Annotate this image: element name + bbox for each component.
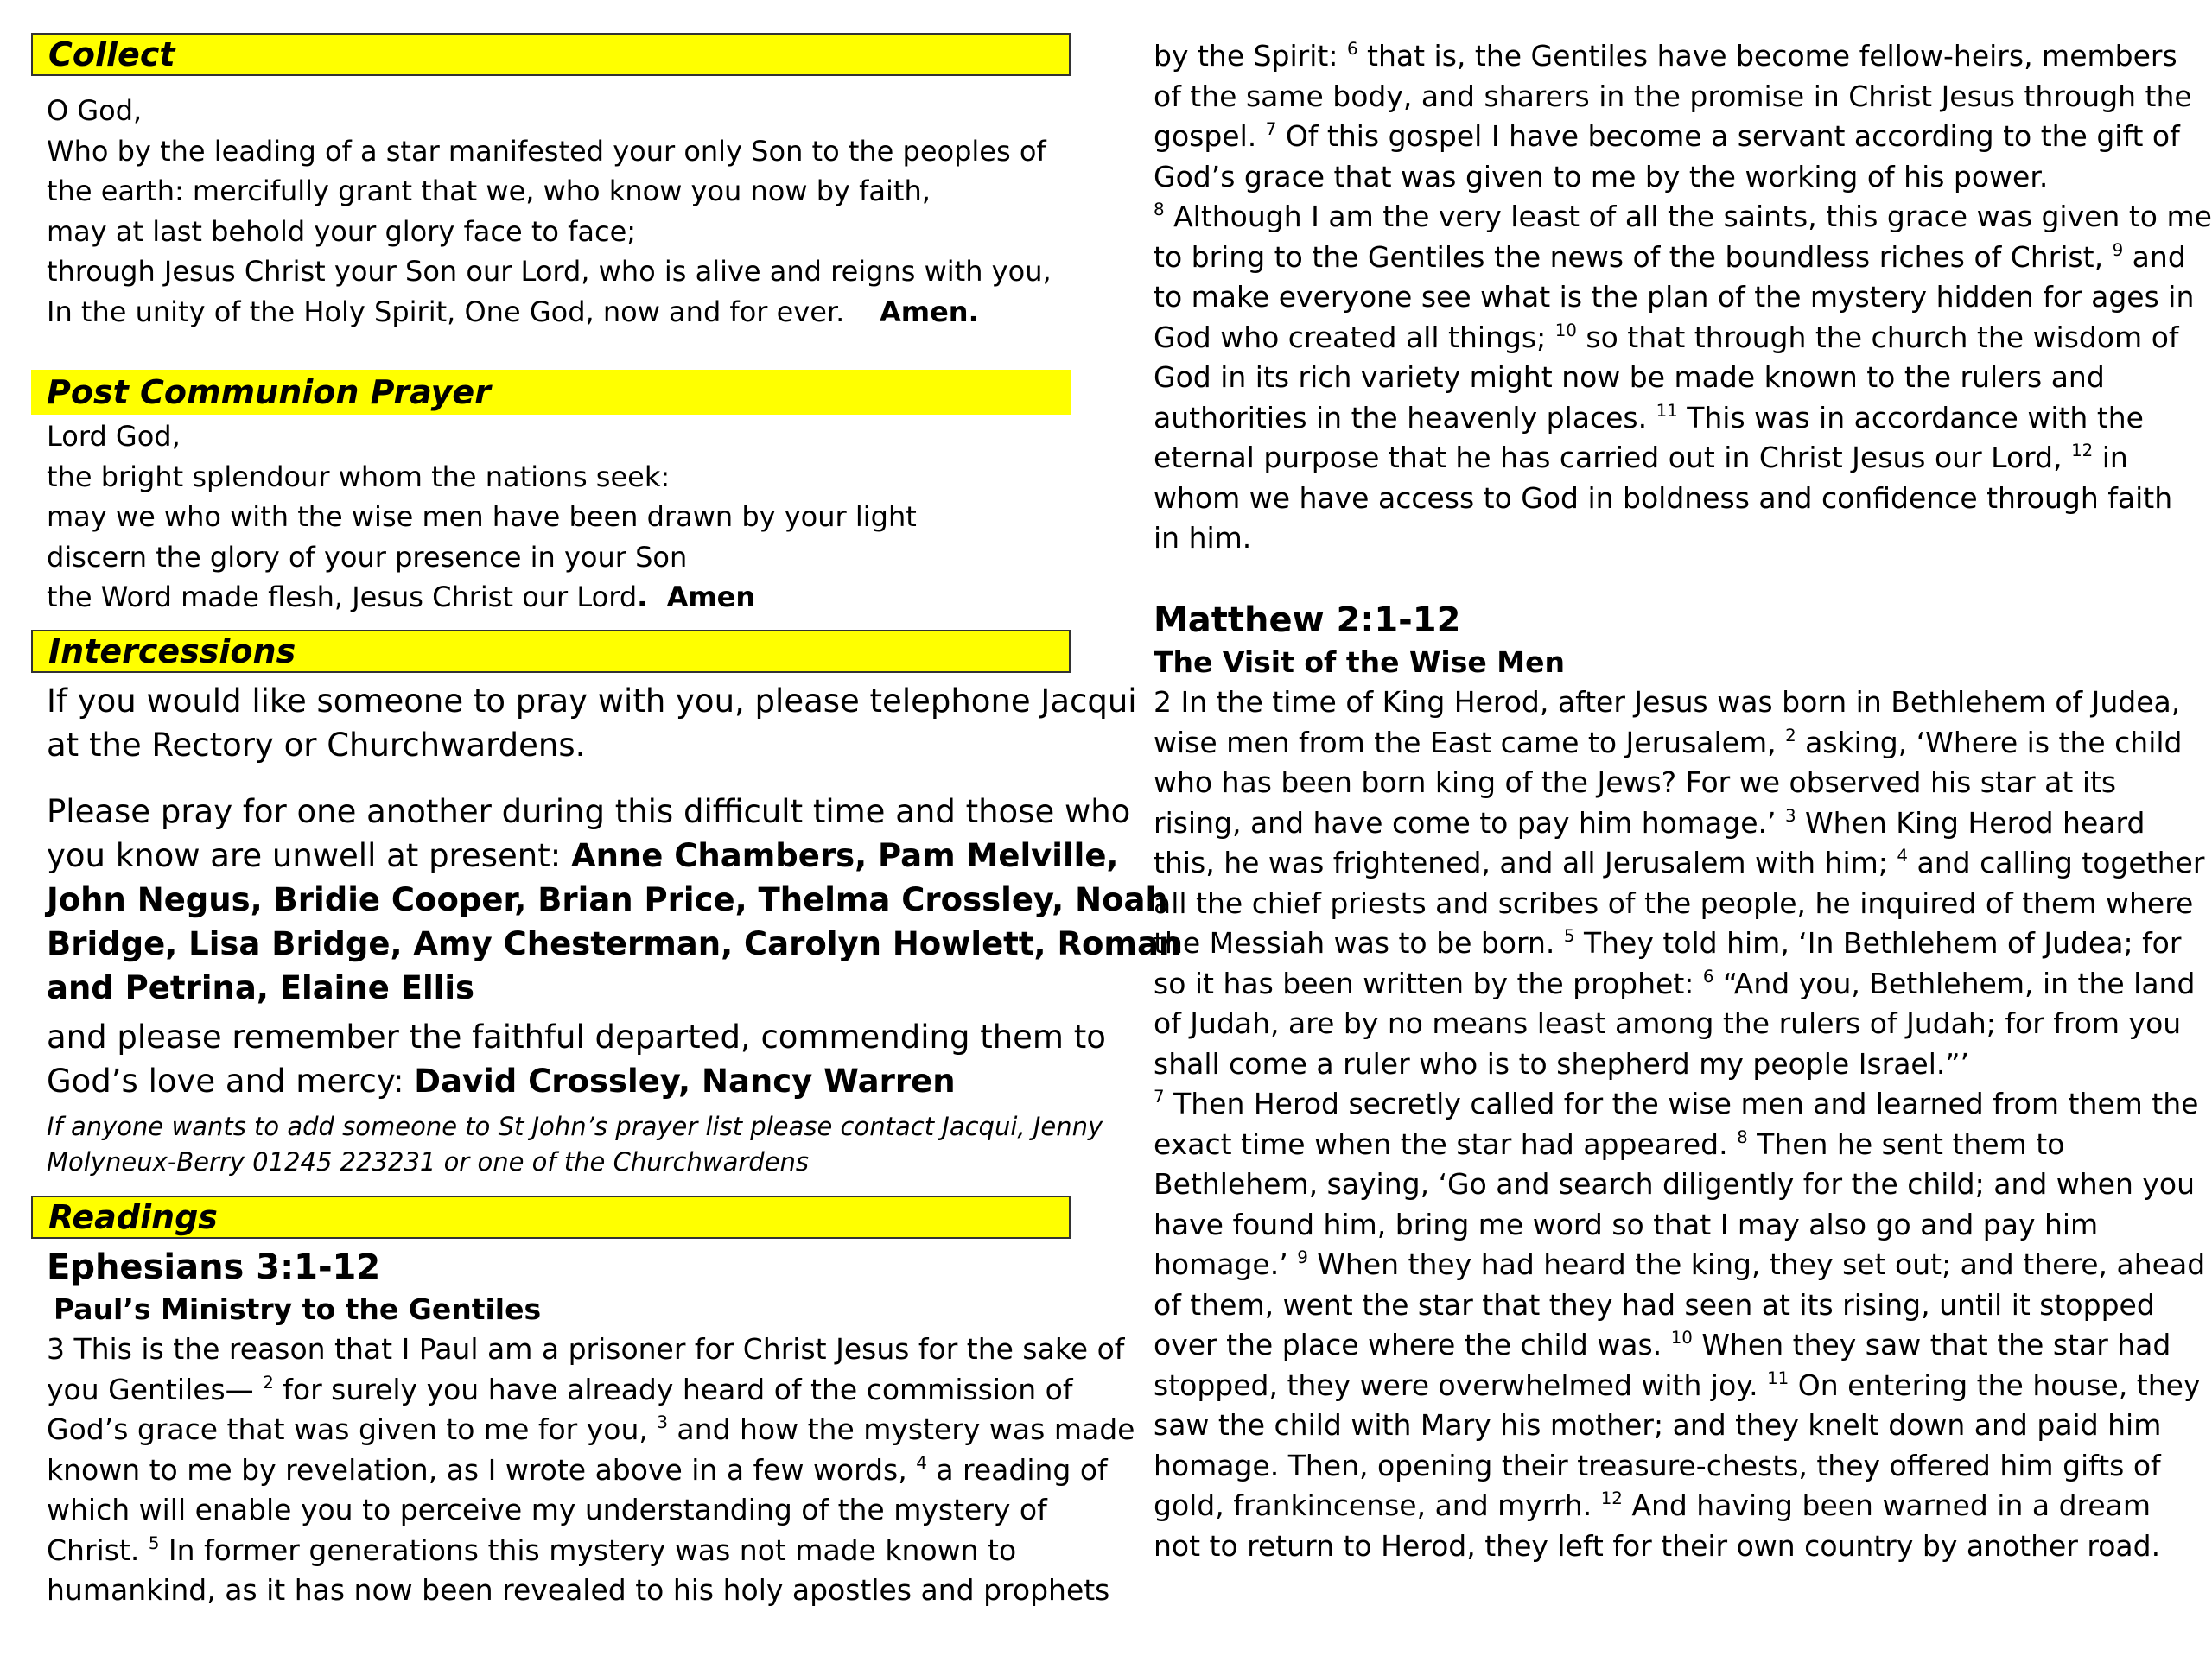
collect-line: Who by the leading of a star manifested your only Son to the peoples of: [47, 134, 1046, 168]
verse-number: 3: [657, 1412, 668, 1433]
verse-number: 8: [1154, 200, 1165, 220]
reading-line: $^8$ Although I am the very least of all the saints, this grace was given to me: [1154, 200, 2212, 233]
reading-line: homage.’ $^9$ When they had heard the king, they set out; and there, ahead: [1154, 1247, 2206, 1281]
prayer-list-line: Please pray for one another during this difficult time and those who: [47, 793, 1131, 830]
reading-line: to bring to the Gentiles the news of the boundless riches of Christ, $^9$ and: [1154, 239, 2186, 274]
reading-line: the Messiah was to be born. $^5$ They told him, ‘In Bethlehem of Judea; for: [1154, 926, 2182, 960]
reading-line: this, he was frightened, and all Jerusalem with him; $^4$ and calling together: [1154, 846, 2205, 879]
prayer-list-names-line: [47, 878, 1181, 922]
reading-line: 2 In the time of King Herod, after Jesus was born in Bethlehem of Judea,: [1154, 685, 2181, 719]
reading-line: God in its rich variety might now be made known to the rulers and: [1154, 360, 2105, 394]
prayer-list: [47, 790, 1181, 1010]
prayer-list-note: [47, 1109, 1103, 1180]
reading-line: in him.: [1154, 521, 1252, 555]
prayer-list-names: Bridge, Lisa Bridge, Amy Chesterman, Carolyn Howlett, Roman: [47, 925, 1182, 962]
verse-number: 5: [148, 1533, 160, 1553]
reading-line: God who created all things; $^{10}$ so that through the church the wisdom of: [1154, 320, 2179, 354]
verse-number: 9: [2112, 239, 2124, 260]
readings-heading: Readings: [48, 1198, 218, 1236]
collect-line: may at last behold your glory face to face;: [47, 214, 637, 248]
verse-number: 5: [1563, 926, 1575, 947]
ephesians-reference: Ephesians 3:1-12: [47, 1247, 381, 1287]
note-line: If anyone wants to add someone to St John’s prayer list please contact Jacqui, Jenny: [47, 1112, 1103, 1141]
reading-line: humankind, as it has now been revealed to his holy apostles and prophets: [47, 1573, 1110, 1607]
reading-line: have found him, bring me word so that I may also go and pay him: [1154, 1207, 2099, 1241]
intercessions-intro-line: at the Rectory or Churchwardens.: [47, 727, 586, 764]
reading-line: God’s grace that was given to me for you, $^3$ and how the mystery was made: [47, 1412, 1135, 1446]
reading-line: to make everyone see what is the plan of the mystery hidden for ages in: [1154, 280, 2195, 314]
departed-line: [47, 1059, 1106, 1103]
reading-line: Christ. $^5$ In former generations this mystery was not made known to: [47, 1533, 1017, 1567]
reading-line: so it has been written by the prophet: $^6$ “And you, Bethlehem, in the land: [1154, 966, 2196, 1000]
post-communion-line: the bright splendour whom the nations seek:: [47, 460, 671, 493]
prayer-list-names-line: [47, 922, 1181, 966]
verse-number: 9: [1297, 1247, 1308, 1268]
reading-line: known to me by revelation, as I wrote above in a few words, $^4$ a reading of: [47, 1452, 1108, 1487]
ephesians-reading: [47, 1245, 1135, 1611]
reading-line: saw the child with Mary his mother; and they knelt down and paid him: [1154, 1408, 2162, 1442]
matthew-subtitle: The Visit of the Wise Men: [1154, 645, 1565, 679]
post-communion-line: may we who with the wise men have been drawn by your light: [47, 500, 917, 533]
intercessions-intro-line: If you would like someone to pray with you, please telephone Jacqui: [47, 682, 1137, 720]
verse-number: 12: [1600, 1488, 1623, 1509]
reading-line: gospel. $^7$ Of this gospel I have become a servant according to the gift of: [1154, 119, 2180, 153]
verse-number: 4: [916, 1452, 927, 1473]
verse-number: 12: [2071, 441, 2094, 461]
post-communion-amen: Amen: [666, 581, 756, 613]
reading-line: eternal purpose that he has carried out in Christ Jesus our Lord, $^{12}$ in: [1154, 441, 2128, 474]
collect-line: O God,: [47, 94, 143, 127]
collect-line-last: [47, 292, 1052, 333]
verse-number: 10: [1670, 1328, 1693, 1349]
prayer-list-names: Anne Chambers, Pam Melville,: [570, 837, 1119, 874]
ephesians-continued: [1154, 36, 2212, 559]
verse-number: 8: [1737, 1126, 1748, 1147]
intercessions-intro: [47, 679, 1137, 767]
reading-line: authorities in the heavenly places. $^{11}$ This was in accordance with the: [1154, 400, 2144, 435]
departed-lead: God’s love and mercy:: [47, 1063, 404, 1100]
post-communion-line: discern the glory of your presence in your Son: [47, 540, 688, 574]
reading-line: you Gentiles— $^2$ for surely you have already heard of the commission of: [47, 1372, 1073, 1406]
prayer-list-lead: you know are unwell at present:: [47, 837, 562, 874]
post-communion-line-last: the Word made flesh, Jesus Christ our Lord. Amen: [47, 581, 756, 613]
reading-line: over the place where the child was. $^{10}$ When they saw that the star had: [1154, 1328, 2171, 1361]
reading-line: by the Spirit: $^6$ that is, the Gentiles have become fellow-heirs, members: [1154, 39, 2177, 73]
post-communion-prayer: [47, 416, 917, 618]
verse-number: 11: [1767, 1368, 1789, 1388]
reading-line: of Judah, are by no means least among the rulers of Judah; for from you: [1154, 1006, 2182, 1040]
post-communion-header: [31, 370, 1071, 415]
note-line: Molyneux-Berry 01245 223231 or one of the Churchwardens: [47, 1147, 810, 1177]
verse-number: 4: [1897, 846, 1908, 866]
reading-line: shall come a ruler who is to shepherd my people Israel.”’: [1154, 1046, 1969, 1081]
collect-line: the earth: mercifully grant that we, who know you now by faith,: [47, 175, 931, 207]
collect-line: through Jesus Christ your Son our Lord, who is alive and reigns with you,: [47, 255, 1052, 288]
matthew-reference: Matthew 2:1-12: [1154, 600, 1461, 640]
verse-number: 2: [1785, 725, 1796, 746]
reading-line: who has been born king of the Jews? For we observed his star at its: [1154, 765, 2117, 799]
reading-line: all the chief priests and scribes of the people, he inquired of them where: [1154, 885, 2194, 920]
post-communion-heading: Post Communion Prayer: [47, 373, 491, 411]
reading-line: rising, and have come to pay him homage.’ $^3$ When King Herod heard: [1154, 805, 2145, 840]
reading-line: whom we have access to God in boldness and confidence through faith: [1154, 480, 2173, 515]
departed-line: and please remember the faithful departed, commending them to: [47, 1019, 1106, 1056]
prayer-list-names: and Petrina, Elaine Ellis: [47, 969, 475, 1006]
reading-line: gold, frankincense, and myrrh. $^{12}$ And having been warned in a dream: [1154, 1488, 2152, 1522]
verse-number: 6: [1702, 966, 1714, 987]
departed-list: [47, 1015, 1106, 1103]
prayer-list-line: [47, 834, 1181, 878]
post-communion-line: the Word made flesh, Jesus Christ our Lord: [47, 581, 638, 613]
reading-line: Bethlehem, saying, ‘Go and search diligently for the child; and when you: [1154, 1167, 2196, 1201]
reading-line: not to return to Herod, they left for their own country by another road.: [1154, 1528, 2161, 1563]
reading-line: 3 This is the reason that I Paul am a prisoner for Christ Jesus for the sake of: [47, 1332, 1125, 1366]
verse-number: 6: [1346, 39, 1358, 60]
reading-line: exact time when the star had appeared. $^8$ Then he sent them to: [1154, 1126, 2065, 1161]
reading-line: of them, went the star that they had seen at its rising, until it stopped: [1154, 1287, 2155, 1322]
ephesians-subtitle: Paul’s Ministry to the Gentiles: [54, 1292, 542, 1326]
matthew-reading: [1154, 598, 2205, 1566]
verse-number: 7: [1265, 119, 1277, 140]
reading-line: wise men from the East came to Jerusalem, $^2$ asking, ‘Where is the child: [1154, 725, 2183, 759]
reading-line: homage. Then, opening their treasure-chests, they offered him gifts of: [1154, 1448, 2161, 1482]
departed-names: David Crossley, Nancy Warren: [414, 1063, 956, 1100]
collect-line: In the unity of the Holy Spirit, One God, now and for ever.: [47, 295, 845, 328]
verse-number: 3: [1784, 805, 1796, 826]
prayer-list-names-line: [47, 966, 1181, 1010]
collect-prayer: [47, 91, 1052, 332]
verse-number: 11: [1656, 400, 1678, 421]
reading-line: $^7$ Then Herod secretly called for the wise men and learned from them the: [1154, 1087, 2199, 1120]
verse-number: 2: [263, 1372, 274, 1393]
reading-line: which will enable you to perceive my understanding of the mystery of: [47, 1493, 1047, 1526]
verse-number: 10: [1554, 320, 1577, 340]
reading-line: God’s grace that was given to me by the working of his power.: [1154, 159, 2049, 194]
intercessions-heading: Intercessions: [48, 632, 296, 670]
collect-heading: Collect: [48, 35, 175, 73]
prayer-list-names: John Negus, Bridie Cooper, Brian Price, Thelma Crossley, Noah: [47, 881, 1168, 918]
reading-line: stopped, they were overwhelmed with joy. $^{11}$ On entering the house, they: [1154, 1368, 2201, 1402]
readings-header: [31, 1196, 1071, 1239]
verse-number: 7: [1154, 1087, 1165, 1107]
post-communion-line: Lord God,: [47, 420, 181, 453]
intercessions-header: [31, 630, 1071, 673]
collect-header: [31, 33, 1071, 76]
collect-amen: Amen.: [879, 295, 979, 328]
reading-line: of the same body, and sharers in the promise in Christ Jesus through the: [1154, 79, 2192, 113]
